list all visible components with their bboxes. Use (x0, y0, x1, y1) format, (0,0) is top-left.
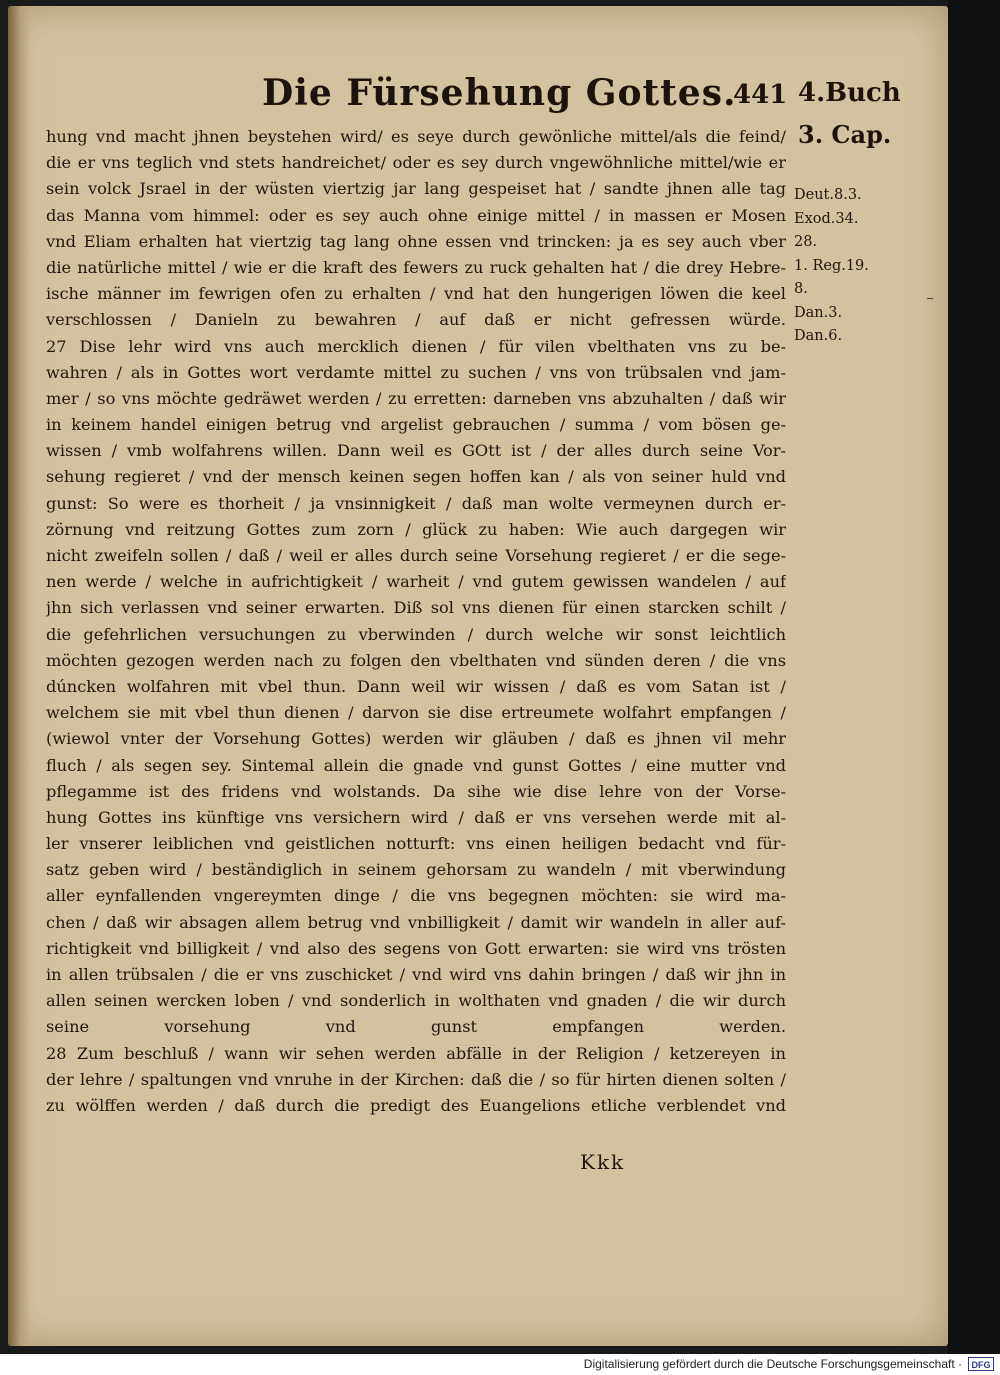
footer-bar (0, 1354, 1000, 1375)
text-line: in allen trübsalen / die er vns zuschicket / vnd wird vns dahin bringen / daß wir jhn in (46, 965, 786, 984)
text-line: gunst: So were es thorheit / ja vnsinnigkeit / daß man wolte vermeynen durch er- (46, 493, 786, 513)
text-line: satz geben wird / beständiglich in seinem gehorsam zu wandeln / mit vberwindung (46, 860, 786, 880)
running-title: Die Fürsehung Gottes. (262, 72, 737, 114)
scan-margin (948, 0, 1000, 1354)
dfg-logo: DFG (968, 1357, 994, 1371)
text-line: jhn sich verlassen vnd seiner erwarten. Diß sol vns dienen für einen starcken schilt / (46, 598, 786, 618)
text-line: zörnung vnd reitzung Gottes zum zorn / glück zu haben: Wie auch dargegen wir (46, 519, 786, 539)
text-line: wahren / als in Gottes wort verdamte mittel zu suchen / vns von trübsalen vnd jam- (46, 362, 786, 382)
marginal-notes (794, 184, 894, 349)
page-binding-edge (8, 6, 30, 1346)
text-line: hung Gottes ins künftige vns versichern wird / daß er vns versehen werde mit al- (46, 807, 786, 827)
text-line: chen / daß wir absagen allem betrug vnd vnbilligkeit / damit wir wandeln in aller auf- (46, 912, 786, 932)
marginal-note: 1. Reg.19. (794, 257, 869, 274)
text-line: sehung regieret / vnd der mensch keinen segen hoffen kan / als von seiner huld vnd (46, 467, 786, 487)
marginal-note: 8. (794, 281, 808, 297)
text-line: nicht zweifeln sollen / daß / weil er alles durch seine Vorsehung regieret / er die sege- (46, 546, 786, 565)
text-line: richtigkeit vnd billigkeit / vnd also des segens von Gott erwarten: sie wird vns trösten (46, 938, 786, 958)
marginal-note: Deut.8.3. (794, 187, 862, 203)
book-label: 4.Buch (798, 78, 901, 108)
text-line: nen werde / welche in aufrichtigkeit / warheit / vnd gutem gewissen wandelen / auf (46, 572, 786, 592)
text-line: 28 Zum beschluß / wann wir sehen werden abfälle in der Religion / ketzereyen in (46, 1043, 786, 1063)
text-line: vnd Eliam erhalten hat viertzig tag lang ohne essen vnd trincken: ja es sey auch vber (46, 231, 786, 251)
text-line: (wiewol vnter der Vorsehung Gottes) werden wir gläuben / daß es jhnen vil mehr (46, 729, 786, 749)
text-line: ische männer im fewrigen ofen zu erhalten / vnd hat den hungerigen löwen die keel (46, 284, 786, 304)
chapter-label: 3. Cap. (798, 120, 892, 149)
text-line: allen seinen wercken loben / vnd sonderlich in wolthaten vnd gnaden / die wir durch (46, 991, 786, 1011)
text-line: 27 Dise lehr wird vns auch mercklich dienen / für vilen vbelthaten vns zu be- (46, 336, 786, 356)
body-text (46, 124, 786, 1119)
text-line: seine vorsehung vnd gunst empfangen werden. (46, 1017, 786, 1037)
marginal-note: 28. (794, 234, 818, 250)
text-line: die er vns teglich vnd stets handreichet/ oder es sey durch vngewöhnliche mittel/wie er (46, 153, 786, 173)
page-edge-mark (927, 298, 933, 299)
text-line: aller eynfallenden vngereymten dinge / die vns begegnen möchten: sie wird ma- (46, 886, 786, 906)
text-line: möchten gezogen werden nach zu folgen den vbelthaten vnd sünden deren / die vns (46, 650, 786, 670)
text-line: ler vnserer leiblichen vnd geistlichen notturft: vns einen heiligen bedacht vnd für- (46, 834, 786, 854)
text-line: der lehre / spaltungen vnd vnruhe in der Kirchen: daß die / so für hirten dienen solten / (46, 1069, 786, 1089)
text-line: pflegamme ist des fridens vnd wolstands. Da sihe wie dise lehre von der Vorse- (46, 781, 786, 801)
signature-mark: Kkk (580, 1150, 626, 1174)
text-line: wissen / vmb wolfahrens willen. Dann weil es GOtt ist / der alles durch seine Vor- (46, 441, 786, 461)
page-number: 441 (733, 80, 788, 110)
text-line: sein volck Jsrael in der wüsten viertzig jar lang gespeiset hat / sandte jhnen alle tag (46, 179, 786, 199)
text-line: das Manna vom himmel: oder es sey auch ohne einige mittel / in massen er Mosen (46, 205, 786, 225)
digitization-credit: Digitalisierung gefördert durch die Deutsche Forschungsgemeinschaft · (583, 1357, 962, 1371)
text-line: verschlossen / Danieln zu bewahren / auf daß er nicht gefressen würde. (46, 310, 786, 330)
text-line: hung vnd macht jhnen beystehen wird/ es seye durch gewönliche mittel/als die feind/ (46, 127, 786, 146)
marginal-note: Dan.3. (794, 304, 843, 321)
text-line: fluch / als segen sey. Sintemal allein die gnade vnd gunst Gottes / eine mutter vnd (46, 755, 786, 775)
text-line: dúncken wolfahren mit vbel thun. Dann weil wir wissen / daß es vom Satan ist / (46, 676, 786, 696)
running-head (0, 72, 1000, 122)
marginal-note: Dan.6. (794, 328, 843, 344)
text-line: welchem sie mit vbel thun dienen / darvon sie dise ertreumete wolfahrt empfangen / (46, 703, 786, 723)
marginal-note: Exod.34. (794, 210, 859, 227)
text-line: die natürliche mittel / wie er die kraft des fewers zu ruck gehalten hat / die drey Hebre- (46, 257, 786, 277)
text-line: mer / so vns möchte gedräwet werden / zu erretten: darneben vns abzuhalten / daß wir (46, 388, 786, 408)
text-line: zu wölffen werden / daß durch die predigt des Euangelions etliche verblendet vnd (46, 1095, 786, 1115)
text-line: in keinem handel einigen betrug vnd argelist gebrauchen / summa / vom bösen ge- (46, 415, 786, 435)
text-line: die gefehrlichen versuchungen zu vberwinden / durch welche wir sonst leichtlich (46, 624, 786, 644)
